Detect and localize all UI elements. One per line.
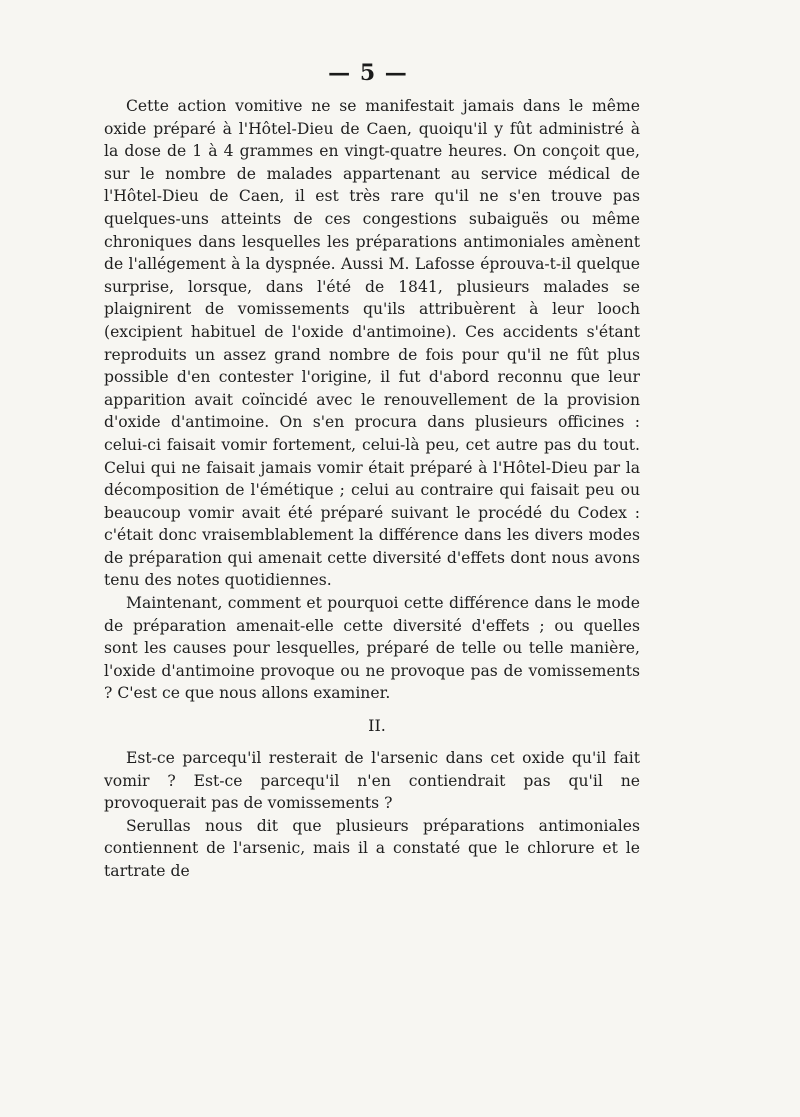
section-heading: II. bbox=[368, 716, 386, 736]
paragraph-4: Serullas nous dit que plusieurs préparations antimoniales contiennent de l'arsenic, mais il a constaté que le chlorure et le tartrate de bbox=[104, 816, 640, 880]
paragraph-1: Cette action vomitive ne se manifestait jamais dans le même oxide préparé à l'Hôtel-Dieu de Caen, quoiqu'il y fût administré à la dose de 1 à 4 grammes en vingt-quatre heures. On conçoit que, sur le nombre de malades appartenant au service médical de l'Hôtel-Dieu de Caen, il est très rare qu'il ne s'en trouve pas quelques-uns atteints de ces congestions subaiguës ou même chroniques dans lesquelles les préparations antimoniales amènent de l'allégement à la dyspnée. Aussi M. Lafosse éprouva-t-il quelque surprise, lorsque, dans l'été de 1841, plusieurs malades se plaignirent de vomissements qu'ils attribuèrent à leur looch (excipient habituel de l'oxide d'antimoine). Ces accidents s'étant reproduits un assez grand nombre de fois pour qu'il ne fût plus possible d'en contester l'origine, il fut d'abord reconnu que leur apparition avait coïncidé avec le renouvellement de la provision d'oxide d'antimoine. On s'en procura dans plusieurs officines : celui-ci faisait vomir fortement, celui-là peu, cet autre pas du tout. Celui qui ne faisait jamais vomir était préparé à l'Hôtel-Dieu par la décomposition de l'émétique ; celui au contraire qui faisait peu ou beaucoup vomir avait été préparé suivant le procédé du Codex : c'était donc vraisemblablement la différence dans les divers modes de préparation qui amenait cette diversité d'effets dont nous avons tenu des notes quotidiennes. bbox=[104, 97, 640, 590]
paragraph-3: Est-ce parcequ'il resterait de l'arsenic dans cet oxide qu'il fait vomir ? Est-ce parcequ'il n'en contiendrait pas qu'il ne provoquerait pas de vomissements ? bbox=[104, 749, 640, 813]
main-text bbox=[104, 95, 640, 883]
paragraph-2: Maintenant, comment et pourquoi cette différence dans le mode de préparation amenait-elle cette diversité d'effets ; ou quelles sont les causes pour lesquelles, préparé de telle ou telle manière, l'oxide d'antimoine provoque ou ne provoque pas de vomissements ? C'est ce que nous allons examiner. bbox=[104, 594, 640, 703]
page-number: — 5 — bbox=[328, 60, 408, 86]
